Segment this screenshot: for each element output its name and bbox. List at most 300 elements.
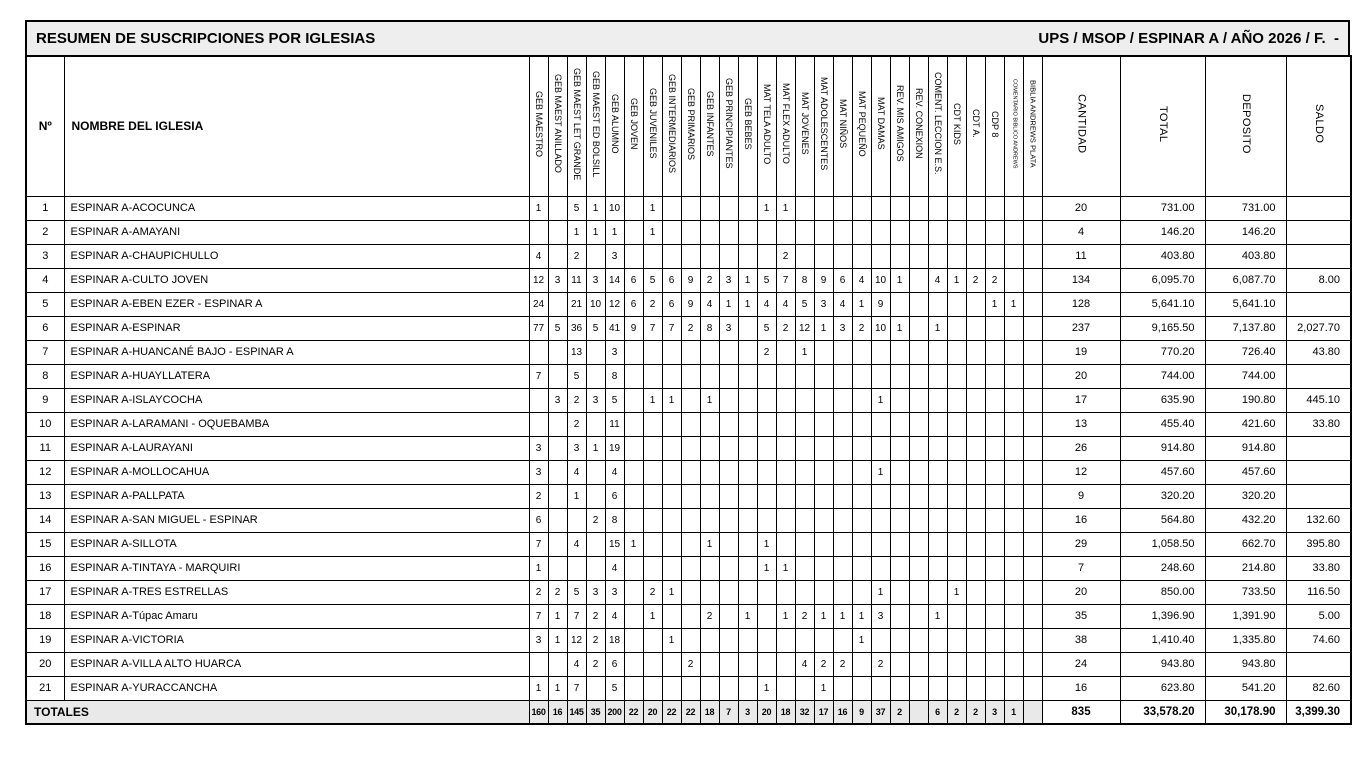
total-cell: 850.00 [1120, 580, 1205, 604]
count-cell [586, 460, 605, 484]
count-cell [871, 196, 890, 220]
count-cell [985, 676, 1004, 700]
count-cell [833, 556, 852, 580]
count-cell [719, 196, 738, 220]
total-cell: 623.80 [1120, 676, 1205, 700]
total-cell: 731.00 [1120, 196, 1205, 220]
col-header-number: Nº [26, 56, 64, 196]
count-cell [624, 508, 643, 532]
totals-count-cell: 16 [548, 700, 567, 724]
total-cell: 943.80 [1120, 652, 1205, 676]
count-cell [890, 412, 909, 436]
count-cell: 2 [548, 580, 567, 604]
col-header-geb-alumno [605, 56, 624, 196]
church-row [26, 292, 1351, 316]
count-cell [852, 676, 871, 700]
count-cell [776, 412, 795, 436]
count-cell: 2 [529, 484, 548, 508]
church-name-cell: ESPINAR A-VILLA ALTO HUARCA [64, 652, 529, 676]
totals-count-cell: 18 [776, 700, 795, 724]
count-cell [966, 652, 985, 676]
count-cell: 1 [700, 532, 719, 556]
count-cell [852, 556, 871, 580]
deposito-cell: 214.80 [1205, 556, 1286, 580]
totals-deposito-cell: 30,178.90 [1205, 700, 1286, 724]
count-cell [1004, 412, 1023, 436]
count-cell [814, 436, 833, 460]
total-cell: 6,095.70 [1120, 268, 1205, 292]
col-header-geb-joven [624, 56, 643, 196]
count-cell: 5 [567, 364, 586, 388]
cantidad-cell: 20 [1042, 580, 1120, 604]
count-cell [719, 364, 738, 388]
count-cell [985, 436, 1004, 460]
count-cell: 1 [605, 220, 624, 244]
total-cell: 744.00 [1120, 364, 1205, 388]
saldo-cell [1286, 220, 1351, 244]
count-cell [947, 196, 966, 220]
count-cell: 3 [833, 316, 852, 340]
count-cell [681, 340, 700, 364]
count-cell: 2 [852, 316, 871, 340]
count-cell [548, 508, 567, 532]
count-cell [719, 484, 738, 508]
count-cell [852, 580, 871, 604]
count-cell [1004, 676, 1023, 700]
count-cell [928, 364, 947, 388]
count-cell [795, 220, 814, 244]
count-cell [966, 316, 985, 340]
count-cell [719, 412, 738, 436]
count-cell: 5 [605, 388, 624, 412]
totals-count-cell: 20 [643, 700, 662, 724]
count-cell: 2 [586, 628, 605, 652]
church-row [26, 436, 1351, 460]
count-cell [985, 388, 1004, 412]
count-cell: 3 [605, 244, 624, 268]
deposito-cell: 726.40 [1205, 340, 1286, 364]
count-cell: 7 [529, 532, 548, 556]
count-cell [909, 316, 928, 340]
count-cell [662, 436, 681, 460]
count-cell: 1 [700, 388, 719, 412]
total-cell: 564.80 [1120, 508, 1205, 532]
count-cell: 1 [985, 292, 1004, 316]
count-cell [795, 412, 814, 436]
cantidad-cell: 16 [1042, 508, 1120, 532]
count-cell [871, 556, 890, 580]
count-cell [757, 628, 776, 652]
count-cell [871, 340, 890, 364]
count-cell [681, 676, 700, 700]
row-number-cell: 19 [26, 628, 64, 652]
count-cell [985, 604, 1004, 628]
total-cell: 5,641.10 [1120, 292, 1205, 316]
count-cell [738, 244, 757, 268]
totals-count-cell: 22 [662, 700, 681, 724]
deposito-cell: 146.20 [1205, 220, 1286, 244]
count-cell: 1 [548, 628, 567, 652]
count-cell [662, 604, 681, 628]
count-cell [738, 484, 757, 508]
count-cell [586, 412, 605, 436]
deposito-cell: 733.50 [1205, 580, 1286, 604]
col-header-church-name: NOMBRE DEL IGLESIA [64, 56, 529, 196]
count-cell [681, 220, 700, 244]
count-cell [928, 196, 947, 220]
count-cell [1004, 364, 1023, 388]
count-cell [909, 556, 928, 580]
count-cell [662, 412, 681, 436]
count-cell [966, 412, 985, 436]
count-cell [624, 364, 643, 388]
col-header-label: REV. CONEXION [914, 88, 924, 160]
count-cell: 1 [890, 316, 909, 340]
count-cell [1004, 268, 1023, 292]
count-cell [814, 460, 833, 484]
col-header-geb-bebes [738, 56, 757, 196]
count-cell [681, 580, 700, 604]
count-cell: 3 [586, 268, 605, 292]
count-cell: 6 [529, 508, 548, 532]
count-cell: 77 [529, 316, 548, 340]
count-cell: 5 [605, 676, 624, 700]
count-cell [1004, 556, 1023, 580]
saldo-cell [1286, 364, 1351, 388]
count-cell [624, 676, 643, 700]
col-header-mat-adolescentes [814, 56, 833, 196]
count-cell: 3 [529, 436, 548, 460]
count-cell [966, 508, 985, 532]
count-cell [1004, 580, 1023, 604]
count-cell [1023, 652, 1042, 676]
count-cell [643, 628, 662, 652]
count-cell [700, 508, 719, 532]
count-cell [795, 532, 814, 556]
count-cell: 2 [681, 316, 700, 340]
church-name-cell: ESPINAR A-ESPINAR [64, 316, 529, 340]
count-cell [871, 412, 890, 436]
count-cell: 9 [871, 292, 890, 316]
count-cell: 1 [529, 676, 548, 700]
count-cell [966, 484, 985, 508]
count-cell: 5 [757, 268, 776, 292]
count-cell [681, 460, 700, 484]
count-cell [966, 604, 985, 628]
col-header-label: GEB JUVENILES [648, 88, 658, 160]
count-cell [1023, 556, 1042, 580]
deposito-cell: 1,335.80 [1205, 628, 1286, 652]
count-cell: 5 [643, 268, 662, 292]
count-cell [1004, 340, 1023, 364]
count-cell [833, 340, 852, 364]
count-cell: 3 [719, 316, 738, 340]
deposito-cell: 403.80 [1205, 244, 1286, 268]
count-cell: 8 [700, 316, 719, 340]
count-cell [985, 340, 1004, 364]
count-cell [757, 412, 776, 436]
header-row [26, 56, 1351, 196]
count-cell: 36 [567, 316, 586, 340]
count-cell [890, 580, 909, 604]
col-header-label: MAT ADOLESCENTES [819, 77, 829, 171]
church-name-cell: ESPINAR A-PALLPATA [64, 484, 529, 508]
col-header-geb-maestro [529, 56, 548, 196]
col-header-label: GEB MAEST ANILLADO [553, 74, 563, 174]
total-cell: 146.20 [1120, 220, 1205, 244]
count-cell: 1 [871, 460, 890, 484]
count-cell: 1 [871, 580, 890, 604]
totals-count-cell: 1 [1004, 700, 1023, 724]
count-cell [833, 484, 852, 508]
row-number-cell: 4 [26, 268, 64, 292]
count-cell: 1 [852, 628, 871, 652]
count-cell [928, 436, 947, 460]
count-cell [700, 676, 719, 700]
count-cell: 4 [700, 292, 719, 316]
row-number-cell: 17 [26, 580, 64, 604]
count-cell: 1 [643, 220, 662, 244]
count-cell: 6 [624, 268, 643, 292]
count-cell [662, 676, 681, 700]
count-cell [757, 580, 776, 604]
count-cell [681, 484, 700, 508]
count-cell: 9 [624, 316, 643, 340]
count-cell [757, 436, 776, 460]
count-cell: 1 [567, 220, 586, 244]
totals-cantidad-cell: 835 [1042, 700, 1120, 724]
totals-count-cell: 160 [529, 700, 548, 724]
count-cell [947, 628, 966, 652]
count-cell [947, 460, 966, 484]
count-cell [814, 532, 833, 556]
count-cell [700, 628, 719, 652]
count-cell: 5 [548, 316, 567, 340]
total-cell: 1,410.40 [1120, 628, 1205, 652]
count-cell [681, 556, 700, 580]
count-cell: 4 [605, 460, 624, 484]
count-cell [681, 388, 700, 412]
totals-count-cell: 200 [605, 700, 624, 724]
count-cell: 1 [662, 628, 681, 652]
count-cell: 10 [871, 268, 890, 292]
count-cell: 1 [890, 268, 909, 292]
col-header-cdt-kids [947, 56, 966, 196]
count-cell [947, 556, 966, 580]
count-cell [719, 628, 738, 652]
total-cell: 248.60 [1120, 556, 1205, 580]
count-cell: 1 [548, 676, 567, 700]
row-number-cell: 8 [26, 364, 64, 388]
count-cell [852, 364, 871, 388]
count-cell [833, 460, 852, 484]
count-cell [1004, 244, 1023, 268]
saldo-cell [1286, 244, 1351, 268]
church-name-cell: ESPINAR A-TRES ESTRELLAS [64, 580, 529, 604]
col-header-label: MAT PEQUEÑO [857, 90, 867, 157]
count-cell [985, 508, 1004, 532]
count-cell: 2 [871, 652, 890, 676]
saldo-cell: 132.60 [1286, 508, 1351, 532]
count-cell [643, 556, 662, 580]
church-row [26, 556, 1351, 580]
count-cell: 2 [814, 652, 833, 676]
count-cell: 1 [738, 604, 757, 628]
col-header-geb-maest-let-grande [567, 56, 586, 196]
col-header-label: GEB ALUMNO [610, 93, 620, 154]
count-cell: 6 [833, 268, 852, 292]
count-cell [738, 388, 757, 412]
count-cell [719, 676, 738, 700]
count-cell [966, 556, 985, 580]
count-cell: 1 [814, 316, 833, 340]
cantidad-cell: 35 [1042, 604, 1120, 628]
cantidad-cell: 29 [1042, 532, 1120, 556]
count-cell: 1 [529, 556, 548, 580]
count-cell [947, 364, 966, 388]
count-cell [928, 220, 947, 244]
col-header-mat-damas [871, 56, 890, 196]
count-cell [890, 628, 909, 652]
total-cell: 770.20 [1120, 340, 1205, 364]
count-cell: 2 [833, 652, 852, 676]
row-number-cell: 7 [26, 340, 64, 364]
count-cell [624, 604, 643, 628]
count-cell: 3 [605, 340, 624, 364]
count-cell: 24 [529, 292, 548, 316]
count-cell: 6 [662, 292, 681, 316]
row-number-cell: 5 [26, 292, 64, 316]
count-cell: 3 [529, 628, 548, 652]
count-cell [719, 532, 738, 556]
count-cell: 11 [605, 412, 624, 436]
row-number-cell: 2 [26, 220, 64, 244]
count-cell: 2 [700, 604, 719, 628]
deposito-cell: 914.80 [1205, 436, 1286, 460]
count-cell [700, 220, 719, 244]
col-header-label: TOTAL [1157, 105, 1169, 142]
count-cell [928, 460, 947, 484]
count-cell [776, 532, 795, 556]
totals-count-cell: 6 [928, 700, 947, 724]
totals-count-cell: 9 [852, 700, 871, 724]
count-cell [586, 532, 605, 556]
col-header-label: CDP 8 [990, 110, 1000, 137]
col-header-label: CANTIDAD [1075, 94, 1088, 154]
cantidad-cell: 26 [1042, 436, 1120, 460]
saldo-cell [1286, 292, 1351, 316]
church-row [26, 676, 1351, 700]
count-cell [548, 244, 567, 268]
count-cell [624, 388, 643, 412]
count-cell: 4 [852, 268, 871, 292]
count-cell: 3 [586, 580, 605, 604]
count-cell [757, 652, 776, 676]
cantidad-cell: 128 [1042, 292, 1120, 316]
count-cell [833, 364, 852, 388]
count-cell: 9 [681, 268, 700, 292]
count-cell [1023, 364, 1042, 388]
col-header-label: MAT FLEX ADULTO [781, 83, 791, 165]
totals-count-cell: 35 [586, 700, 605, 724]
saldo-cell: 116.50 [1286, 580, 1351, 604]
totals-count-cell: 22 [681, 700, 700, 724]
total-cell: 914.80 [1120, 436, 1205, 460]
count-cell: 4 [833, 292, 852, 316]
count-cell [966, 676, 985, 700]
count-cell [833, 436, 852, 460]
count-cell [985, 196, 1004, 220]
count-cell [776, 460, 795, 484]
count-cell [1023, 508, 1042, 532]
count-cell: 1 [757, 532, 776, 556]
count-cell [985, 412, 1004, 436]
count-cell: 7 [662, 316, 681, 340]
count-cell: 4 [567, 532, 586, 556]
count-cell [624, 556, 643, 580]
count-cell [624, 628, 643, 652]
count-cell [700, 244, 719, 268]
count-cell [890, 196, 909, 220]
deposito-cell: 744.00 [1205, 364, 1286, 388]
total-cell: 457.60 [1120, 460, 1205, 484]
count-cell [947, 340, 966, 364]
count-cell [776, 652, 795, 676]
report-meta-label: UPS / MSOP / ESPINAR A / AÑO 2026 / F. - [1038, 30, 1339, 47]
church-name-cell: ESPINAR A-ISLAYCOCHA [64, 388, 529, 412]
count-cell [909, 292, 928, 316]
count-cell [643, 436, 662, 460]
count-cell [700, 364, 719, 388]
count-cell [1023, 220, 1042, 244]
count-cell: 18 [605, 628, 624, 652]
deposito-cell: 432.20 [1205, 508, 1286, 532]
count-cell: 2 [681, 652, 700, 676]
count-cell [548, 436, 567, 460]
count-cell: 12 [795, 316, 814, 340]
count-cell [586, 244, 605, 268]
count-cell: 5 [795, 292, 814, 316]
cantidad-cell: 16 [1042, 676, 1120, 700]
count-cell [586, 676, 605, 700]
church-name-cell: ESPINAR A-VICTORIA [64, 628, 529, 652]
col-header-label: BIBLIA ANDREWS PLATA [1028, 79, 1038, 168]
total-cell: 635.90 [1120, 388, 1205, 412]
count-cell [871, 220, 890, 244]
col-header-cdp-8 [985, 56, 1004, 196]
count-cell [757, 388, 776, 412]
count-cell: 10 [871, 316, 890, 340]
count-cell [909, 220, 928, 244]
count-cell: 8 [605, 364, 624, 388]
count-cell [795, 628, 814, 652]
count-cell [529, 220, 548, 244]
count-cell [1023, 532, 1042, 556]
count-cell: 1 [529, 196, 548, 220]
count-cell [890, 340, 909, 364]
count-cell [814, 220, 833, 244]
count-cell [795, 196, 814, 220]
count-cell [985, 652, 1004, 676]
count-cell [890, 244, 909, 268]
total-cell: 9,165.50 [1120, 316, 1205, 340]
count-cell: 15 [605, 532, 624, 556]
church-row [26, 244, 1351, 268]
count-cell [681, 532, 700, 556]
saldo-cell [1286, 652, 1351, 676]
count-cell [662, 556, 681, 580]
count-cell [548, 412, 567, 436]
